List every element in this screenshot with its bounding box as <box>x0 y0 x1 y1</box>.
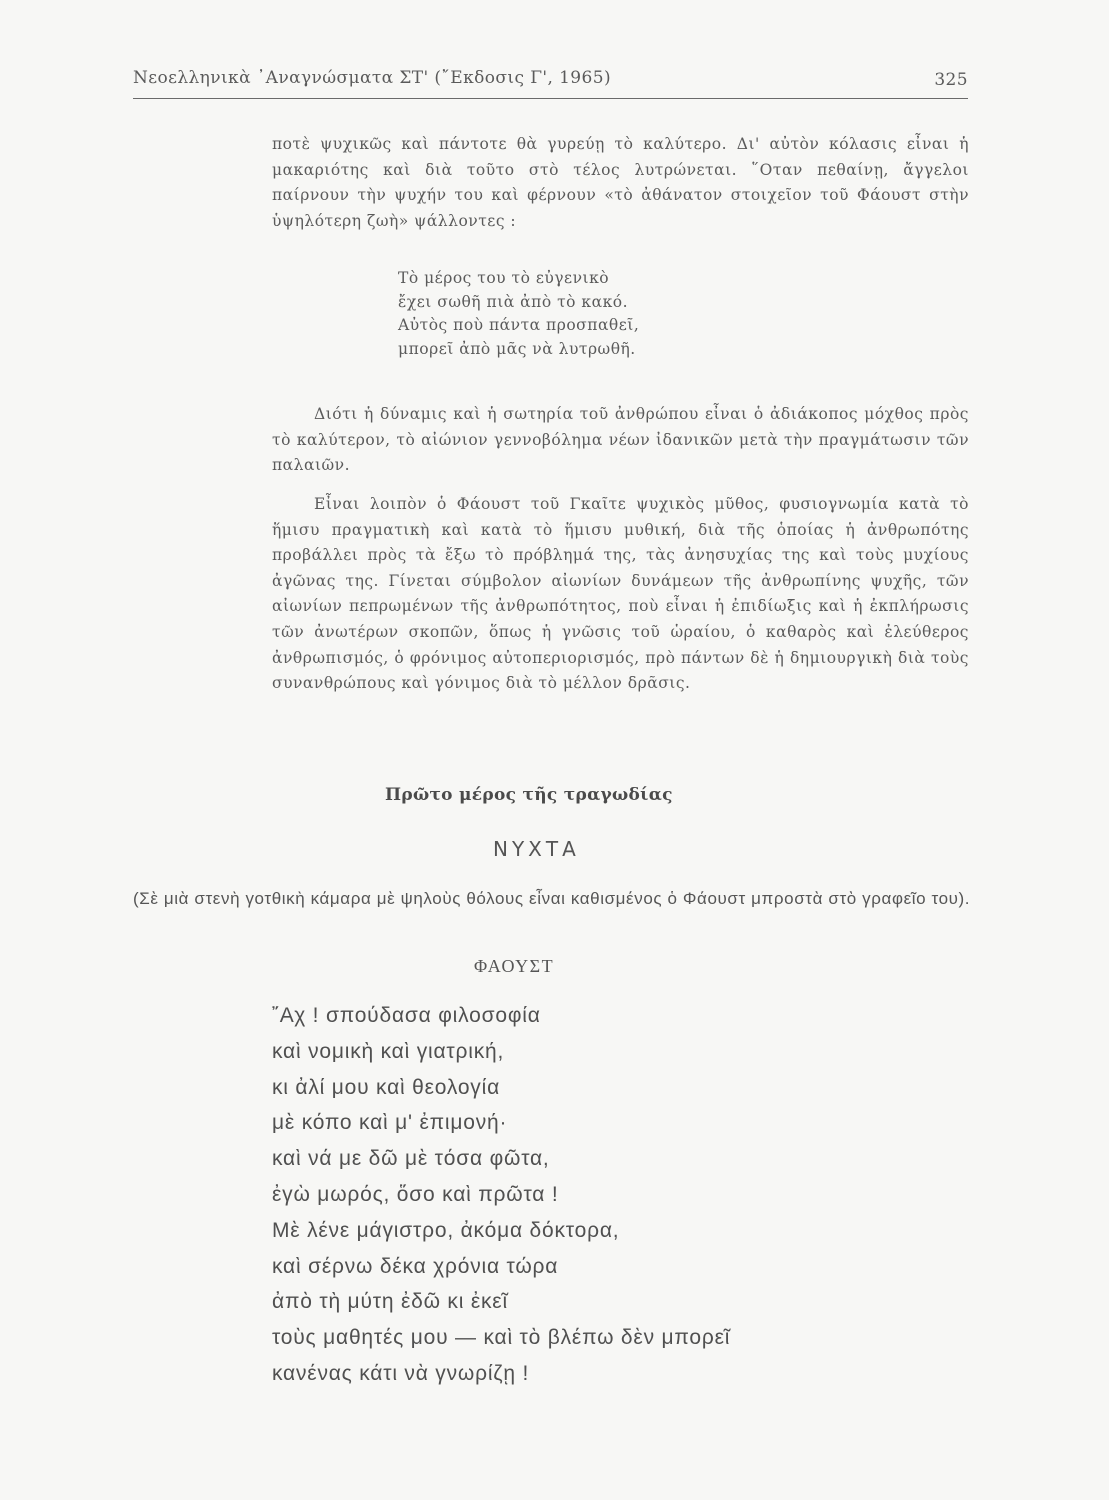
page-number: 325 <box>934 70 968 90</box>
paragraph-3: Εἶναι λοιπὸν ὁ Φάουστ τοῦ Γκαῖτε ψυχικὸς μῦθος, φυσιογνωμία κατὰ τὸ ἥμισυ πραγματικὴ καὶ κατὰ τὸ ἥμισυ μυθική, διὰ τῆς ὁποίας ἡ ἀνθρωπότης προβάλλει πρὸς τὰ ἔξω τὸ πρόβλημά της, τὰς ἀνησυχίας της καὶ τοὺς μυχίους ἀγῶνας της. Γίνεται σύμβολον αἰωνίων δυνάμεων τῆς ἀνθρωπίνης ψυχῆς, τῶν αἰωνίων πεπρωμένων τῆς ἀνθρωπότητος, ποὺ εἶναι ἡ ἐπιδίωξις καὶ ἡ ἐκπλήρωσις τῶν ἀνωτέρων σκοπῶν, ὅπως ἡ γνῶσις τοῦ ὡραίου, ὁ καθαρὸς καὶ ἐλεύθερος ἀνθρωπισμός, ὁ φρόνιμος αὐτοπεριορισμός, πρὸ πάντων δὲ ἡ δημιουργικὴ διὰ τοὺς συνανθρώπους καὶ γόνιμος διὰ τὸ μέλλον δρᾶσις. <box>272 495 969 693</box>
paragraph-1: ποτὲ ψυχικῶς καὶ πάντοτε θὰ γυρεύῃ τὸ καλύτερο. Δι' αὐτὸν κόλασις εἶναι ἡ μακαριότης καὶ διὰ τοῦτο στὸ τέλος λυτρώνεται. ῞Οταν πεθαίνῃ, ἄγγελοι παίρνουν τὴν ψυχήν του καὶ φέρνουν «τὸ ἀθάνατον στοιχεῖον τοῦ Φάουστ στὴν ὑψηλότερη ζωὴ» ψάλλοντες : <box>272 135 969 230</box>
faust-monologue <box>272 998 730 1392</box>
running-header <box>133 62 968 99</box>
verse-line: ἀπὸ τὴ μύτη ἐδῶ κι ἐκεῖ <box>272 1290 508 1314</box>
angels-verse <box>398 267 639 361</box>
verse-line: ἐγὼ μωρός, ὅσο καὶ πρῶτα ! <box>272 1182 559 1206</box>
act-title: ΝΥΧΤΑ <box>493 837 580 861</box>
verse-line: ἔχει σωθῆ πιὰ ἀπὸ τὸ κακό. <box>398 292 629 311</box>
stage-direction: (Σὲ μιὰ στενὴ γοτθικὴ κάμαρα μὲ ψηλοὺς θόλους εἶναι καθισμένος ὁ Φάουστ μπροστὰ στὸ γραφεῖο του). <box>133 889 971 908</box>
verse-line: καὶ νομικὴ καὶ γιατρική, <box>272 1039 505 1063</box>
verse-line: Αὐτὸς ποὺ πάντα προσπαθεῖ, <box>398 316 640 335</box>
running-title: Νεοελληνικὰ ᾿Αναγνώσματα ΣΤ' (῎Εκδοσις Γ', 1965) <box>133 68 611 88</box>
speaker-name: ΦΑΟΥΣΤ <box>474 956 555 976</box>
paragraph-2: Διότι ἡ δύναμις καὶ ἡ σωτηρία τοῦ ἀνθρώπου εἶναι ὁ ἀδιάκοπος μόχθος πρὸς τὸ καλύτερον, τὸ αἰώνιον γεννοβόλημα νέων ἰδανικῶν μετὰ τὴν πραγμάτωσιν τῶν παλαιῶν. <box>272 405 969 475</box>
verse-line: Τὸ μέρος του τὸ εὐγενικὸ <box>398 269 610 287</box>
verse-line: μπορεῖ ἀπὸ μᾶς νὰ λυτρωθῆ. <box>398 339 636 358</box>
verse-line: καὶ νά με δῶ μὲ τόσα φῶτα, <box>272 1147 550 1171</box>
verse-line: μὲ κόπο καὶ μ' ἐπιμονή· <box>272 1111 508 1135</box>
verse-line: καὶ σέρνω δέκα χρόνια τώρα <box>272 1254 559 1278</box>
verse-line: κανένας κάτι νὰ γνωρίζῃ ! <box>272 1361 530 1385</box>
verse-line: ῎Αχ ! σπούδασα φιλοσοφία <box>272 1004 541 1027</box>
section-title: Πρῶτο μέρος τῆς τραγωδίας <box>385 785 673 805</box>
verse-line: κι ἀλί μου καὶ θεολογία <box>272 1075 501 1099</box>
verse-line: Μὲ λένε μάγιστρο, ἀκόμα δόκτορα, <box>272 1218 620 1242</box>
verse-line: τοὺς μαθητές μου — καὶ τὸ βλέπω δὲν μπορεῖ <box>272 1326 731 1350</box>
